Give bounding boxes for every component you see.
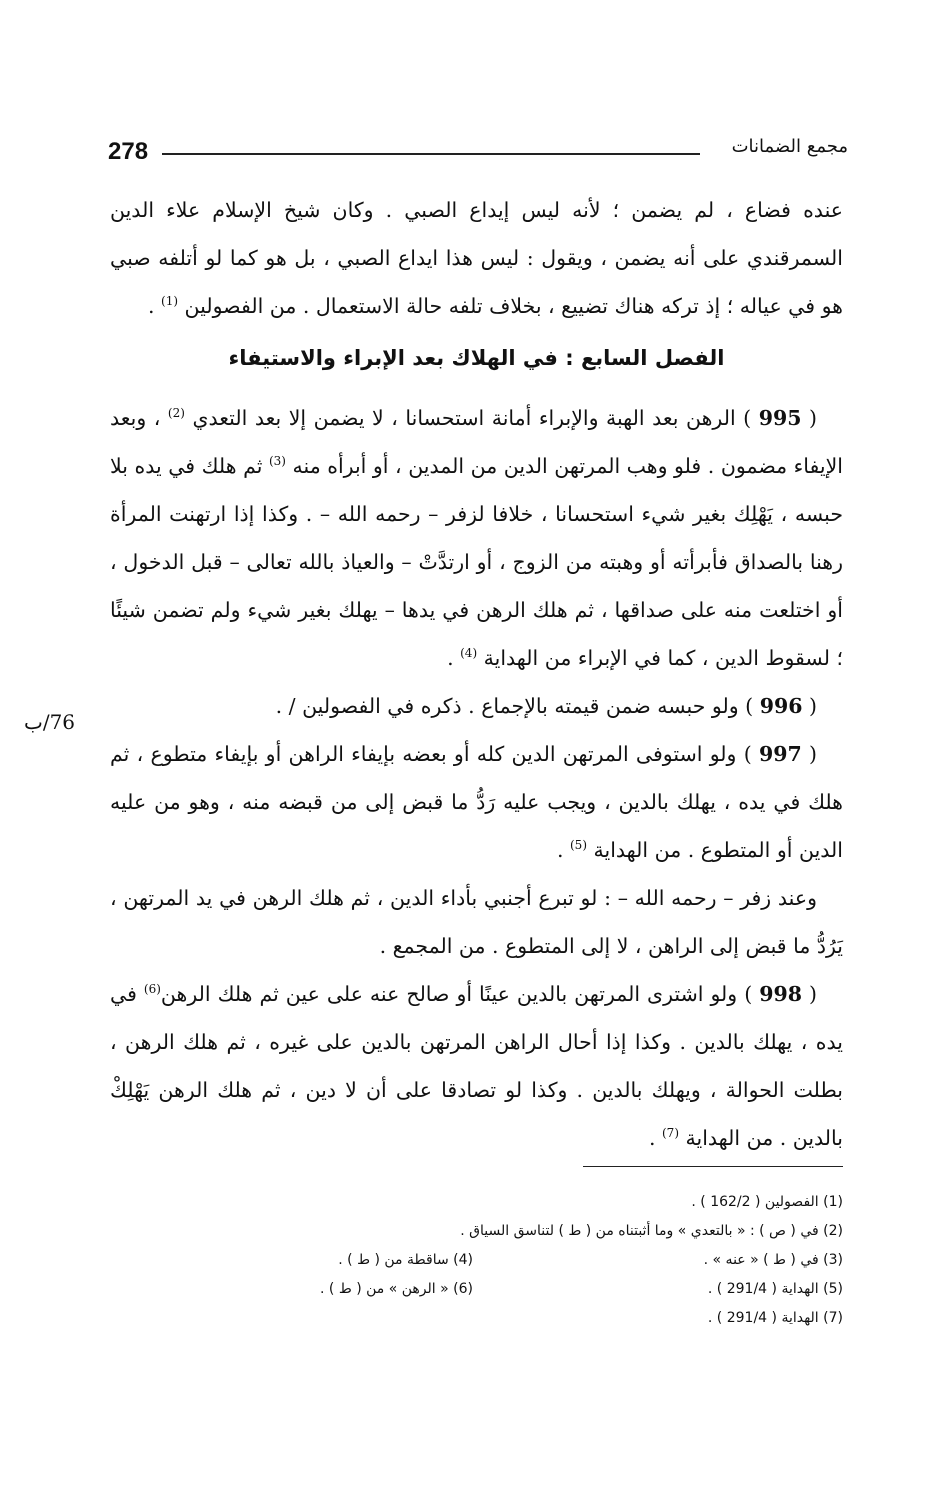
footnote: (4) ساقطة من ( ط ) . bbox=[338, 1252, 473, 1268]
entry-text: . bbox=[648, 1126, 662, 1150]
header-rule bbox=[162, 153, 700, 155]
chapter-title: الفصل السابع : في الهلاك بعد الإبراء والاستيفاء bbox=[228, 346, 725, 370]
footnote: (7) الهداية ( 291/4 ) . bbox=[707, 1310, 843, 1326]
entry-995: ( 995 ) الرهن بعد الهبة والإبراء أمانة استحسانا ، لا يضمن إلا بعد التعدي $^{(2)}$ ، وبعد الإيفاء مضمون . فلو وهب المرتهن الدين من المدين ، أو أبرأه منه $^{(3)}$ ثم هلك في يده بلا حبسه ، يَهْلِك بغير شيء استحسانا ، خلافا لزفر – رحمه الله – . وكذا إذا ارتهنت المرأة رهنا بالصداق فأبرأته أو وهبته من الزوج ، أو ارتدَّتْ – والعياذ بالله تعالى – قبل الدخول ، أو اختلعت منه على صداقها ، ثم هلك الرهن في يدها – يهلك بغير شيء ولم تضمن شيئًا ؛ لسقوط الدين ، كما في الإبراء من الهداية $^{(4)}$ . bbox=[110, 406, 843, 670]
footnote-ref-1: (1) bbox=[161, 294, 179, 309]
page-number: 278 bbox=[108, 138, 149, 165]
entry-text: ولو استوفى المرتهن الدين كله أو بعضه بإيفاء الراهن أو بإيفاء متطوع ، ثم هلك في يده ، يهلك بالدين ، ويجب عليه رَدُّ ما قبض إلى من قبضه منه ، وهو من عليه الدين أو المتطوع . من الهداية bbox=[110, 742, 843, 862]
footnote: (1) الفصولين ( 162/2 ) . bbox=[691, 1194, 843, 1210]
footnote-row bbox=[110, 1246, 843, 1275]
footnote: (2) في ( ص ) : « بالتعدي » وما أثبتناه من ( ط ) لتناسق السياق . bbox=[460, 1223, 843, 1239]
footnote-separator bbox=[583, 1166, 843, 1167]
footnote-ref-7: (7) bbox=[661, 1126, 679, 1141]
footnote-ref-5: (5) bbox=[569, 838, 587, 853]
entry-number: 996 bbox=[759, 694, 803, 718]
footnote-ref-2: (2) bbox=[167, 406, 185, 421]
entry-text: ولو حبسه ضمن قيمته بالإجماع . ذكره في الفصولين / . bbox=[275, 694, 746, 718]
footnote-ref-6: (6) bbox=[143, 982, 161, 997]
running-header bbox=[108, 134, 848, 174]
paragraph-continuation bbox=[110, 186, 843, 330]
book-title: مجمع الضمانات bbox=[731, 136, 848, 157]
footnote: (5) الهداية ( 291/4 ) . bbox=[707, 1281, 843, 1297]
entry-997: ( 997 ) ولو استوفى المرتهن الدين كله أو بعضه بإيفاء الراهن أو بإيفاء متطوع ، ثم هلك في يده ، يهلك بالدين ، ويجب عليه رَدُّ ما قبض إلى من قبضه منه ، وهو من عليه الدين أو المتطوع . من الهداية $^{(5)}$ . bbox=[110, 742, 843, 862]
footnote: (3) في ( ط ) « عنه » . bbox=[703, 1252, 843, 1268]
entry-number: 998 bbox=[759, 982, 802, 1006]
entry-text: . bbox=[447, 646, 461, 670]
margin-folio-note: 76/ب bbox=[24, 710, 76, 734]
footnote: (6) « الرهن » من ( ط ) . bbox=[320, 1281, 473, 1297]
entry-text: ولو اشترى المرتهن بالدين عينًا أو صالح عنه على عين ثم هلك الرهن bbox=[160, 982, 745, 1006]
entry-text: ثم هلك في يده بلا حبسه ، يَهْلِك بغير شيء استحسانا ، خلافا لزفر – رحمه الله – . وكذا إذا ارتهنت المرأة رهنا بالصداق فأبرأته أو وهبته من الزوج ، أو ارتدَّتْ – والعياذ بالله تعالى – قبل الدخول ، أو اختلعت منه على صداقها ، ثم هلك الرهن في يدها – يهلك بغير شيء ولم تضمن شيئًا ؛ لسقوط الدين ، كما في الإبراء من الهداية bbox=[110, 454, 843, 670]
main-text bbox=[110, 186, 843, 1162]
paragraph-zufar: وعند زفر – رحمه الله – : لو تبرع أجنبي بأداء الدين ، ثم هلك الرهن في يد المرتهن ، يَرُدُّ ما قبض إلى الراهن ، لا إلى المتطوع . من المجمع . bbox=[110, 886, 843, 958]
paragraph-text: عنده فضاع ، لم يضمن ؛ لأنه ليس إيداع الصبي . وكان شيخ الإسلام علاء الدين السمرقندي على أنه يضمن ، ويقول : ليس هذا ايداع الصبي ، بل هو كما لو أتلفه صبي هو في عياله ؛ إذ تركه هناك تضييع ، بخلاف تلفه حالة الاستعمال . من الفصولين bbox=[110, 198, 843, 318]
entry-998: ( 998 ) ولو اشترى المرتهن بالدين عينًا أو صالح عنه على عين ثم هلك الرهن$^{(6)}$ في يده ، يهلك بالدين . وكذا إذا أحال الراهن المرتهن بالدين على غيره ، ثم هلك الرهن ، بطلت الحوالة ، ويهلك بالدين . وكذا لو تصادقا على أن لا دين ، ثم هلك الرهن يَهْلِكْ بالدين . من الهداية $^{(7)}$ . bbox=[110, 982, 843, 1150]
paragraph-end: . bbox=[147, 294, 161, 318]
entry-text: ، وبعد الإيفاء مضمون . فلو وهب المرتهن الدين من المدين ، أو أبرأه منه bbox=[110, 406, 843, 478]
entry-996: ( 996 ) ولو حبسه ضمن قيمته بالإجماع . ذكره في الفصولين / . bbox=[275, 694, 817, 718]
entry-text: في يده ، يهلك بالدين . وكذا إذا أحال الراهن المرتهن بالدين على غيره ، ثم هلك الرهن ، بطلت الحوالة ، ويهلك بالدين . وكذا لو تصادقا على أن لا دين ، ثم هلك الرهن يَهْلِكْ بالدين . من الهداية bbox=[110, 982, 843, 1150]
footnote-ref-3: (3) bbox=[268, 454, 286, 469]
footnote-row bbox=[110, 1275, 843, 1304]
footnote-ref-4: (4) bbox=[460, 646, 478, 661]
entry-number: 997 bbox=[758, 742, 802, 766]
entry-text: الرهن بعد الهبة والإبراء أمانة استحسانا ، لا يضمن إلا بعد التعدي bbox=[192, 406, 744, 430]
entry-text: . bbox=[556, 838, 570, 862]
footnotes bbox=[110, 1188, 843, 1333]
entry-number: 995 bbox=[758, 406, 802, 430]
